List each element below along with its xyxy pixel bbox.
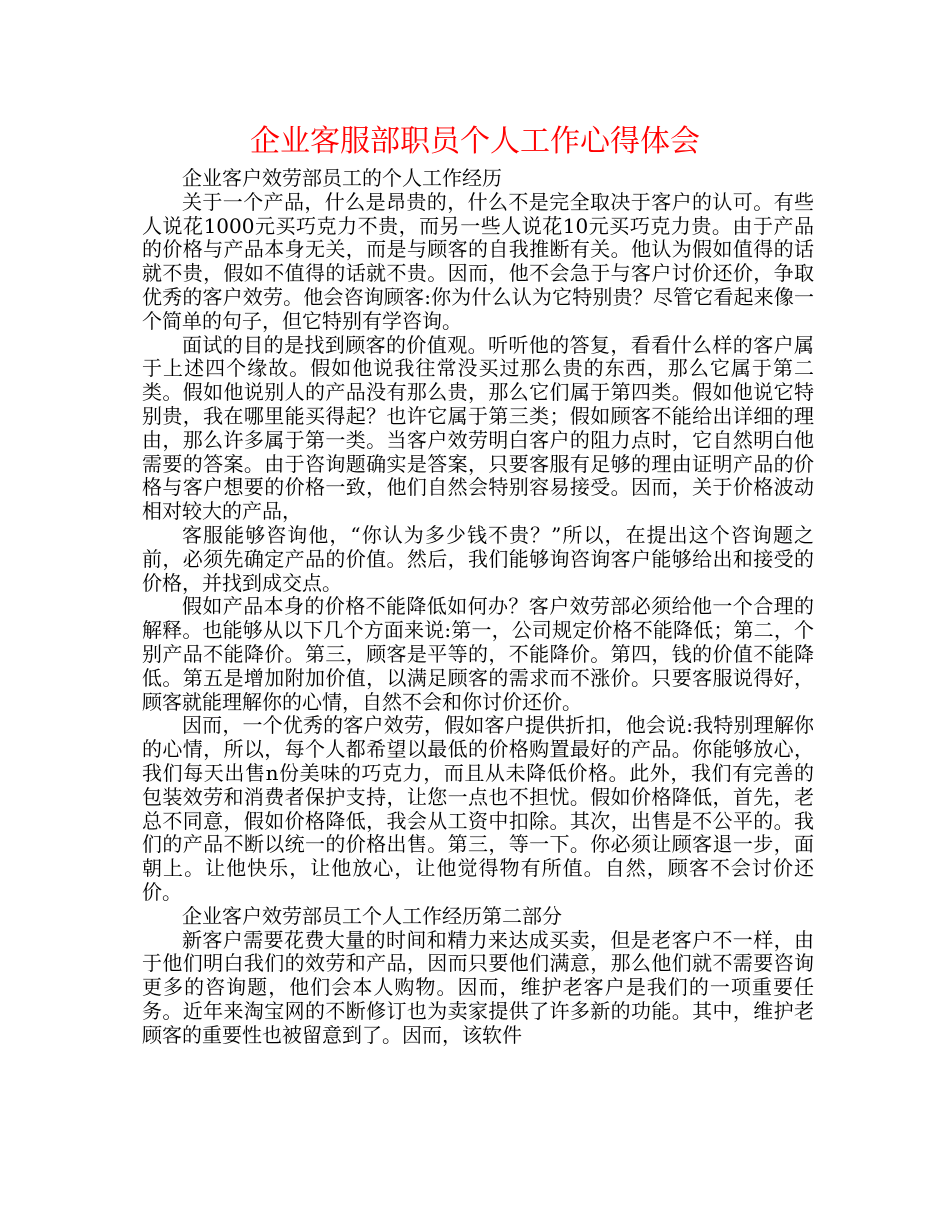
paragraph: 因而，一个优秀的客户效劳，假如客户提供折扣，他会说:我特别理解你的心情，所以，每个人都希望以最低的价格购置最好的产品。你能够放心，我们每天出售n份美味的巧克力，而且从未降低价格。此外，我们有完善的包装效劳和消费者保护支持，让您一点也不担忧。假如价格降低，首先，老总不同意，假如价格降低，我会从工资中扣除。其次，出售是不公平的。我们的产品不断以统一的价格出售。第三，等一下。你必须让顾客退一步，面朝上。让他快乐，让他放心，让他觉得物有所值。自然，顾客不会讨价还价。 (142, 713, 814, 904)
paragraph: 面试的目的是找到顾客的价值观。听听他的答复，看看什么样的客户属于上述四个缘故。假如他说我往常没买过那么贵的东西，那么它属于第二类。假如他说别人的产品没有那么贵，那么它们属于第四类。假如他说它特别贵，我在哪里能买得起？也许它属于第三类；假如顾客不能给出详细的理由，那么许多属于第一类。当客户效劳明白客户的阻力点时，它自然明白他需要的答案。由于咨询题确实是答案，只要客服有足够的理由证明产品的价格与客户想要的价格一致，他们自然会特别容易接受。因而，关于价格波动相对较大的产品， (142, 332, 814, 524)
paragraph: 关于一个产品，什么是昂贵的，什么不是完全取决于客户的认可。有些人说花1000元买巧克力不贵，而另一些人说花10元买巧克力贵。由于产品的价格与产品本身无关，而是与顾客的自我推断有关。他认为假如值得的话就不贵，假如不值得的话就不贵。因而，他不会急于与客户讨价还价，争取优秀的客户效劳。他会咨询顾客:你为什么认为它特别贵？尽管它看起来像一个简单的句子，但它特别有学咨询。 (142, 189, 814, 333)
paragraph: 客服能够咨询他，“你认为多少钱不贵？”所以，在提出这个咨询题之前，必须先确定产品的价值。然后，我们能够询咨询客户能够给出和接受的价格，并找到成交点。 (142, 522, 814, 595)
document-title: 企业客服部职员个人工作心得体会 (250, 124, 700, 159)
paragraph: 新客户需要花费大量的时间和精力来达成买卖，但是老客户不一样，由于他们明白我们的效劳和产品，因而只要他们满意，那么他们就不需要咨询更多的咨询题，他们会本人购物。因而，维护老客户是我们的一项重要任务。近年来淘宝网的不断修订也为卖家提供了许多新的功能。其中，维护老顾客的重要性也被留意到了。因而，该软件 (142, 927, 814, 1047)
paragraph: 假如产品本身的价格不能降低如何办？客户效劳部必须给他一个合理的解释。也能够从以下几个方面来说:第一，公司规定价格不能降低；第二，个别产品不能降价。第三，顾客是平等的，不能降价。第四，钱的价值不能降低。第五是增加附加价值，以满足顾客的需求而不涨价。只要客服说得好，顾客就能理解你的心情，自然不会和你讨价还价。 (142, 594, 814, 714)
document-body (142, 167, 814, 1047)
paragraph-subtitle: 企业客户效劳部员工的个人工作经历 (182, 166, 502, 190)
paragraph-section-heading: 企业客户效劳部员工个人工作经历第二部分 (182, 903, 562, 928)
